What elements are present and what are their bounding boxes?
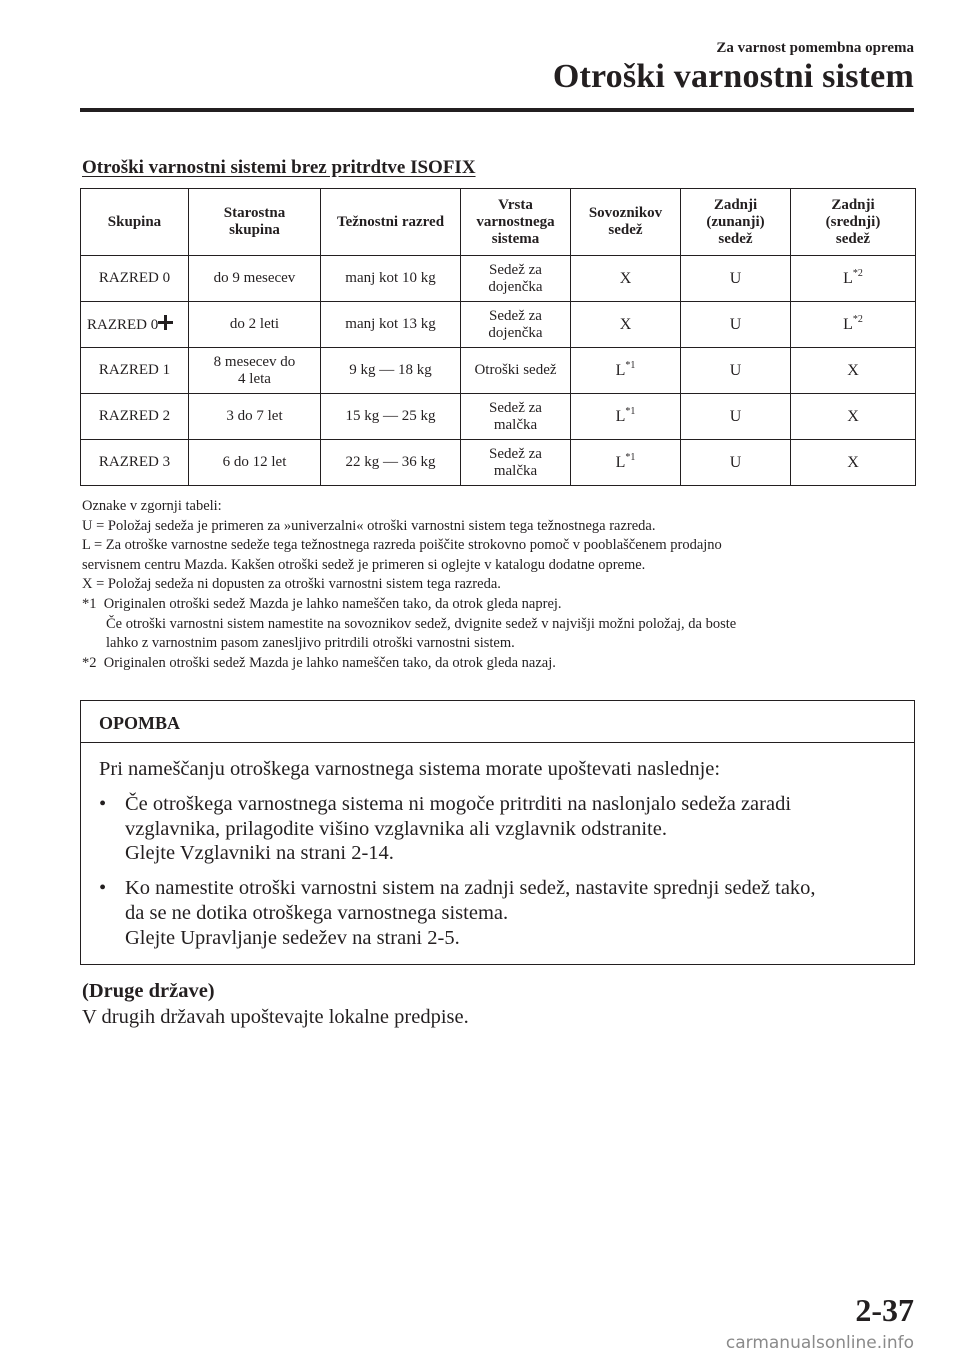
cell-age: 8 mesecev do 4 leta	[189, 348, 321, 394]
column-header: Sovoznikov sedež	[571, 189, 681, 256]
cell-type: Sedež za dojenčka	[461, 256, 571, 302]
cell-type: Otroški sedež	[461, 348, 571, 394]
header-rule	[80, 108, 914, 112]
cell-group: RAZRED 0	[81, 256, 189, 302]
column-header: Starostna skupina	[189, 189, 321, 256]
legend-l-line1: L = Za otroške varnostne sedeže tega težnostnega razreda poiščite strokovno pomoč v pooblaščenem prodajno	[82, 537, 722, 554]
note-box	[80, 700, 915, 965]
footnote-2: *2 Originalen otroški sedež Mazda je lahko nameščen tako, da otrok gleda nazaj.	[82, 654, 556, 671]
list-item: • Ko namestite otroški varnostni sistem na zadnji sedež, nastavite sprednji sedež tako, da se ne dotika otroškega varnostnega sistema. Glejte Upravljanje sedežev na strani 2-5.	[99, 877, 816, 949]
bullet-icon: •	[99, 792, 107, 815]
column-header: Težnostni razred	[321, 189, 461, 256]
cell-age: 6 do 12 let	[189, 440, 321, 486]
cell-group: RAZRED 2	[81, 394, 189, 440]
footnote-ref: *2	[852, 314, 863, 325]
legend-u: U = Položaj sedeža je primeren za »univerzalni« otroški varnostni sistem tega težnostnega razreda.	[82, 517, 656, 534]
cell-front-seat: $L^{*1}$	[571, 394, 681, 440]
cell-weight: manj kot 10 kg	[321, 256, 461, 302]
table-row	[81, 302, 916, 348]
table-row	[81, 440, 916, 486]
column-header: Zadnji (zunanji) sedež	[681, 189, 791, 256]
other-countries-text: V drugih državah upoštevajte lokalne predpise.	[82, 1006, 469, 1028]
child-seat-table	[80, 188, 916, 486]
table-row	[81, 348, 916, 394]
cell-rear-center: X	[791, 394, 916, 440]
chapter-title: Otroški varnostni sistem	[552, 58, 914, 95]
watermark: carmanualsonline.info	[725, 1333, 914, 1353]
chapter-subtitle: Za varnost pomembna oprema	[716, 40, 914, 56]
cell-rear-outer: U	[681, 256, 791, 302]
cell-weight: 15 kg — 25 kg	[321, 394, 461, 440]
column-header: Vrsta varnostnega sistema	[461, 189, 571, 256]
cell-rear-outer: U	[681, 348, 791, 394]
cell-rear-outer: U	[681, 440, 791, 486]
footnote-1-cont: Če otroški varnostni sistem namestite na sovoznikov sedež, dvignite sedež v najvišji možni položaj, da boste	[106, 615, 737, 632]
footnote-1-cont: lahko z varnostnim pasom zanesljivo pritrdili otroški varnostni sistem.	[106, 635, 515, 652]
cell-type: Sedež za malčka	[461, 394, 571, 440]
cell-front-seat: X	[571, 256, 681, 302]
cell-rear-outer: U	[681, 394, 791, 440]
cell-age: 3 do 7 let	[189, 394, 321, 440]
table-row	[81, 256, 916, 302]
cell-rear-center: X	[791, 348, 916, 394]
footnote-ref: *2	[852, 268, 863, 279]
footnote-ref: *1	[625, 452, 636, 463]
cell-age: do 9 mesecev	[189, 256, 321, 302]
cell-rear-center: $L^{*2}$	[791, 302, 916, 348]
cell-group: RAZRED 3	[81, 440, 189, 486]
other-countries-heading: (Druge države)	[82, 980, 215, 1002]
cell-weight: 9 kg — 18 kg	[321, 348, 461, 394]
plus-icon	[158, 315, 173, 330]
table-row	[81, 394, 916, 440]
cell-rear-outer: U	[681, 302, 791, 348]
cell-weight: manj kot 13 kg	[321, 302, 461, 348]
cell-rear-center: $L^{*2}$	[791, 256, 916, 302]
column-header: Zadnji (srednji) sedež	[791, 189, 916, 256]
cell-age: do 2 leti	[189, 302, 321, 348]
table-header-row	[81, 189, 916, 256]
cell-group: RAZRED 1	[81, 348, 189, 394]
cell-rear-center: X	[791, 440, 916, 486]
note-body	[81, 743, 914, 951]
cell-group: RAZRED 0	[81, 302, 189, 348]
note-heading: OPOMBA	[81, 701, 914, 743]
bullet-icon: •	[99, 877, 107, 900]
page-number: 2-37	[855, 1292, 914, 1328]
column-header: Skupina	[81, 189, 189, 256]
table-legend	[82, 497, 922, 673]
cell-front-seat: X	[571, 302, 681, 348]
cell-type: Sedež za malčka	[461, 440, 571, 486]
cell-weight: 22 kg — 36 kg	[321, 440, 461, 486]
note-intro: Pri nameščanju otroškega varnostnega sistema morate upoštevati naslednje:	[99, 758, 721, 780]
cell-front-seat: $L^{*1}$	[571, 440, 681, 486]
cell-front-seat: $L^{*1}$	[571, 348, 681, 394]
legend-l-line2: servisnem centru Mazda. Kakšen otroški sedež je primeren si oglejte v katalogu dodatne opreme.	[82, 556, 646, 573]
legend-x: X = Položaj sedeža ni dopusten za otroški varnostni sistem tega razreda.	[82, 576, 501, 593]
cell-type: Sedež za dojenčka	[461, 302, 571, 348]
footnote-ref: *1	[625, 406, 636, 417]
footnote-ref: *1	[625, 360, 636, 371]
list-item: • Če otroškega varnostnega sistema ni mogoče pritrditi na naslonjalo sedeža zaradi vzglavnika, prilagodite višino vzglavnika ali vzglavnik odstranite. Glejte Vzglavniki na strani 2-14.	[99, 792, 792, 865]
footnote-1: *1 Originalen otroški sedež Mazda je lahko nameščen tako, da otrok gleda naprej.	[82, 595, 562, 612]
legend-intro: Oznake v zgornji tabeli:	[82, 498, 222, 514]
section-title: Otroški varnostni sistemi brez pritrdtve ISOFIX	[82, 157, 476, 178]
